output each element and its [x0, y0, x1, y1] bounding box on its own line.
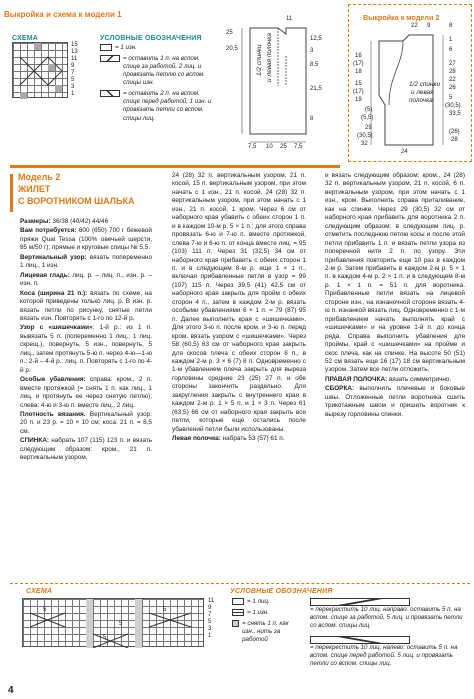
slip-symbol: [232, 620, 239, 627]
section-model2-pattern: Выкройка к модели 2 22 9 8 1 6 16 (17) 18 15 (17) 19 27 28 22 26 5 (30,5) 33,5 (5) (5,5) 29 (30,5) 32 24 1/2 спинки и левая полочка (26) 28: [348, 4, 472, 162]
purl-symbol: [100, 44, 112, 51]
stitch-chart-2: 5 5 5 5: [22, 598, 204, 647]
article-column-3: и вязать следующим образом: кром., 24 (28) 32 п. вертикальным узором, 21 п. косой, 6 п. вертикальным узором, при этом начать с 1 изн., кром. Выполнить справа приталивание, как на спинке. Через 29 (30,5) 32 см от наборного края прибавить для воротника 2 п. следующим образом: в следующем лиц. р. отметить последнюю петлю косы и после этой петли прибавить 1 п. и вязать петли узора из поперечной нити 2 п. по узору. Эти прибавления повторить еще 10 раз в каждом 2-м р. Затем прибавить в каждом 2-м р. 5 × 1 п. в каждом 4-м р. 2 × 1 п. и в следующем 8-м р. 1 × 1 п. = 51 п. для воротника. Прибавленные петли вязать на лицевой стороне изн., на изнаночной стороне вязать 4-ю п. изнанкой вязать лиц. Одновременно с 1-м прибавлением начать выполнять край с «шишечками» и на уровне 1-й п. до конца ряда. Справа выполнить убавления для проймы, край с «шишечками» на пройме и скос плеча, как на спинке. На высоте 50 (51) 52 см вязать еще 16 (17) 18 см вертикальным узором. Затем все петли отложить. ПРАВАЯ ПОЛОЧКА: вязать симметрично. СБОРКА: выполнить плечевые и боковые швы. Отложенные петли воротника сшить трикотажным швом и пришить воротник к вырезу горловины спинки.: [325, 172, 465, 418]
cross-right-symbol: [310, 598, 410, 606]
article-header: [10, 172, 150, 208]
section-model1: [0, 0, 340, 160]
article-title-1: ЖИЛЕТ: [18, 183, 51, 194]
row-numbers-1: 15 13 11 9 7 5 3 1: [71, 42, 78, 97]
article-column-1: Размеры: 36/38 (40/42) 44/46 Вам потребуется: 600 (650) 700 г бежевой пряжи Qual Tessa (100% овечьей шерсти, 85 м/50 г); прямые и круговые спицы № 5,5. Вертикальный узор: вязать попеременно 1 лиц., 1 изн. Лицевая гладь: лиц. р. – лиц. п., изн. р. – изн. п. Коса (ширина 21 п.): вязать по схеме, на которой приведены только лиц. р. В изн. р. вязать петли по рисунку, снятые петли вязать изн. Повторять с 1-го по 12-й р. Узор с «шишечками»: 1-й р.: из 1 п. вывязать 5 п. (попеременно 1 лиц., 1 лиц. скрещ.), повернуть, 5 изн., повернуть, 5 лиц., затем протянуть 5-ю п. через 4-ю—1-ю п.; 2-й – 4-й р.: лиц. п. Повторять с 1-го по 4-й р. Особые убавления: справа: кром., 2 п. вместе протяжкой (= снять 1 п. как лиц., 1 лиц. и протянуть ее через снятую петлю); слева: 4-ю и 3-ю п. вместе лиц., 2 лиц. Плотность вязания. Вертикальный узор: 20 п. и 23 р. = 10 × 10 см; коса: 21 п. = 8,5 см. СПИНКА: набрать 107 (115) 123 п. и вязать следующим образом: кром., 21 п. вертикальным узором,: [20, 218, 153, 462]
model1-title: Выкройка и схема к модели 1: [4, 10, 122, 19]
page-number: 4: [8, 685, 14, 696]
stitch-chart-1: [12, 42, 68, 98]
model-number: Модель 2: [18, 172, 61, 182]
bottom-legend-label: УСЛОВНЫЕ ОБОЗНАЧЕНИЯ: [230, 588, 333, 595]
legend-1: = 1 изн. = оставить 1 п. на вспом. спице за работой, 2 лиц. и провязать петлю со вспом. спицы изн. = оставить 2 п. на вспом. спице перед работой, 1 изн. и провязать петли со вспом. спицы лиц.: [100, 44, 212, 126]
legend-2-left: = 1 лиц. = 1 изн. = снять 1 п. как изн., нить за работой: [232, 598, 300, 647]
knit-symbol: [232, 598, 244, 605]
purl-symbol-2: [232, 609, 244, 616]
row-numbers-2: 11 9 7 5 3 1: [208, 598, 215, 639]
legend-2-right: = перекрестить 10 лиц. направо: оставить 5 п. на вспом. спице за работой, 5 лиц. и провязать петли со вспом. спицы лиц. = перекрестить 10 лиц. налево: оставить 5 п. на вспом. спице перед работой, 5 лиц. и провязать петли со вспом. спицы лиц.: [310, 598, 470, 671]
pattern-model1: 25 20,5 11 12,5 3 8,5 21,5 8 7,5 10 25 7,5 1/2 спинки и левая полочка: [226, 16, 322, 150]
cable-left-symbol: [100, 90, 120, 97]
scheme-label: СХЕМА: [12, 35, 39, 42]
article-title-2: С ВОРОТНИКОМ ШАЛЬКА: [18, 195, 135, 206]
section-bottom-scheme: [10, 583, 470, 688]
cable-right-symbol: [100, 55, 120, 62]
model2-pattern-title: Выкройка к модели 2: [363, 13, 440, 22]
bottom-scheme-label: СХЕМА: [26, 588, 53, 595]
divider-bar: [10, 165, 340, 168]
cross-left-symbol: [310, 636, 410, 644]
legend-label: УСЛОВНЫЕ ОБОЗНАЧЕНИЯ: [100, 35, 202, 42]
article-column-2: 24 (28) 32 п. вертикальным узором, 21 п. косой, 15 п. вертикальным узором, при этом начать с 1 изн., 21 п. косой, 24 (28) 32 п. вертикальным узором, при этом начать с 1 изн., 21 п. косой, 1 кром. Через 6 см от наборного края убавить с обеих сторон 1 п. и в каждом 10-м р. 5 × 1 п.; для этого справа провязать 6-ю и 7-ю п. вместе протяжкой, слева 7-ю и 6-ю п. от конца вместе лиц. = 95 (103) 111 п. Через 31 (32,5) 34 см от наборного края прибавить с обеих сторон 1 п. и в следующем 8-м р. еще 1 × 1 п., включая прибавленные петли в узор = 99 (107) 115 п. Через 39,5 (41) 42,5 см от наборного края закрыть для пройм с обеих сторон 4 п., затем в каждом 2-м р. вязать особыми убавлениями 6 × 1 п. = 79 (87) 95 п. Далее выполнить края с «шишечками». Для этого 3-ю п. после кром. и 3-ю п. перед кром. вязать узором с «шишечками». Через 58 (60,5) 63 см от наборного края закрыть для скосов плеча с обеих сторон 8 п., в каждом 2-м р. 3 × 6 (7) 8 п. Одновременно с 1-м убавлением плеча закрыть для выреза горловины средние 23 (25) 27 п. и обе стороны закончить раздельно. Для закругления закрыть с внутреннего края в каждом 2-м р. 1 × 5 п. и 1 × 3 п. Через 61 (63,5) 66 см от наборного края закрыть все петли, которые еще остались после убавлений петли были использованы. Левая полочка: набрать 53 (57) 61 п.: [172, 172, 306, 443]
